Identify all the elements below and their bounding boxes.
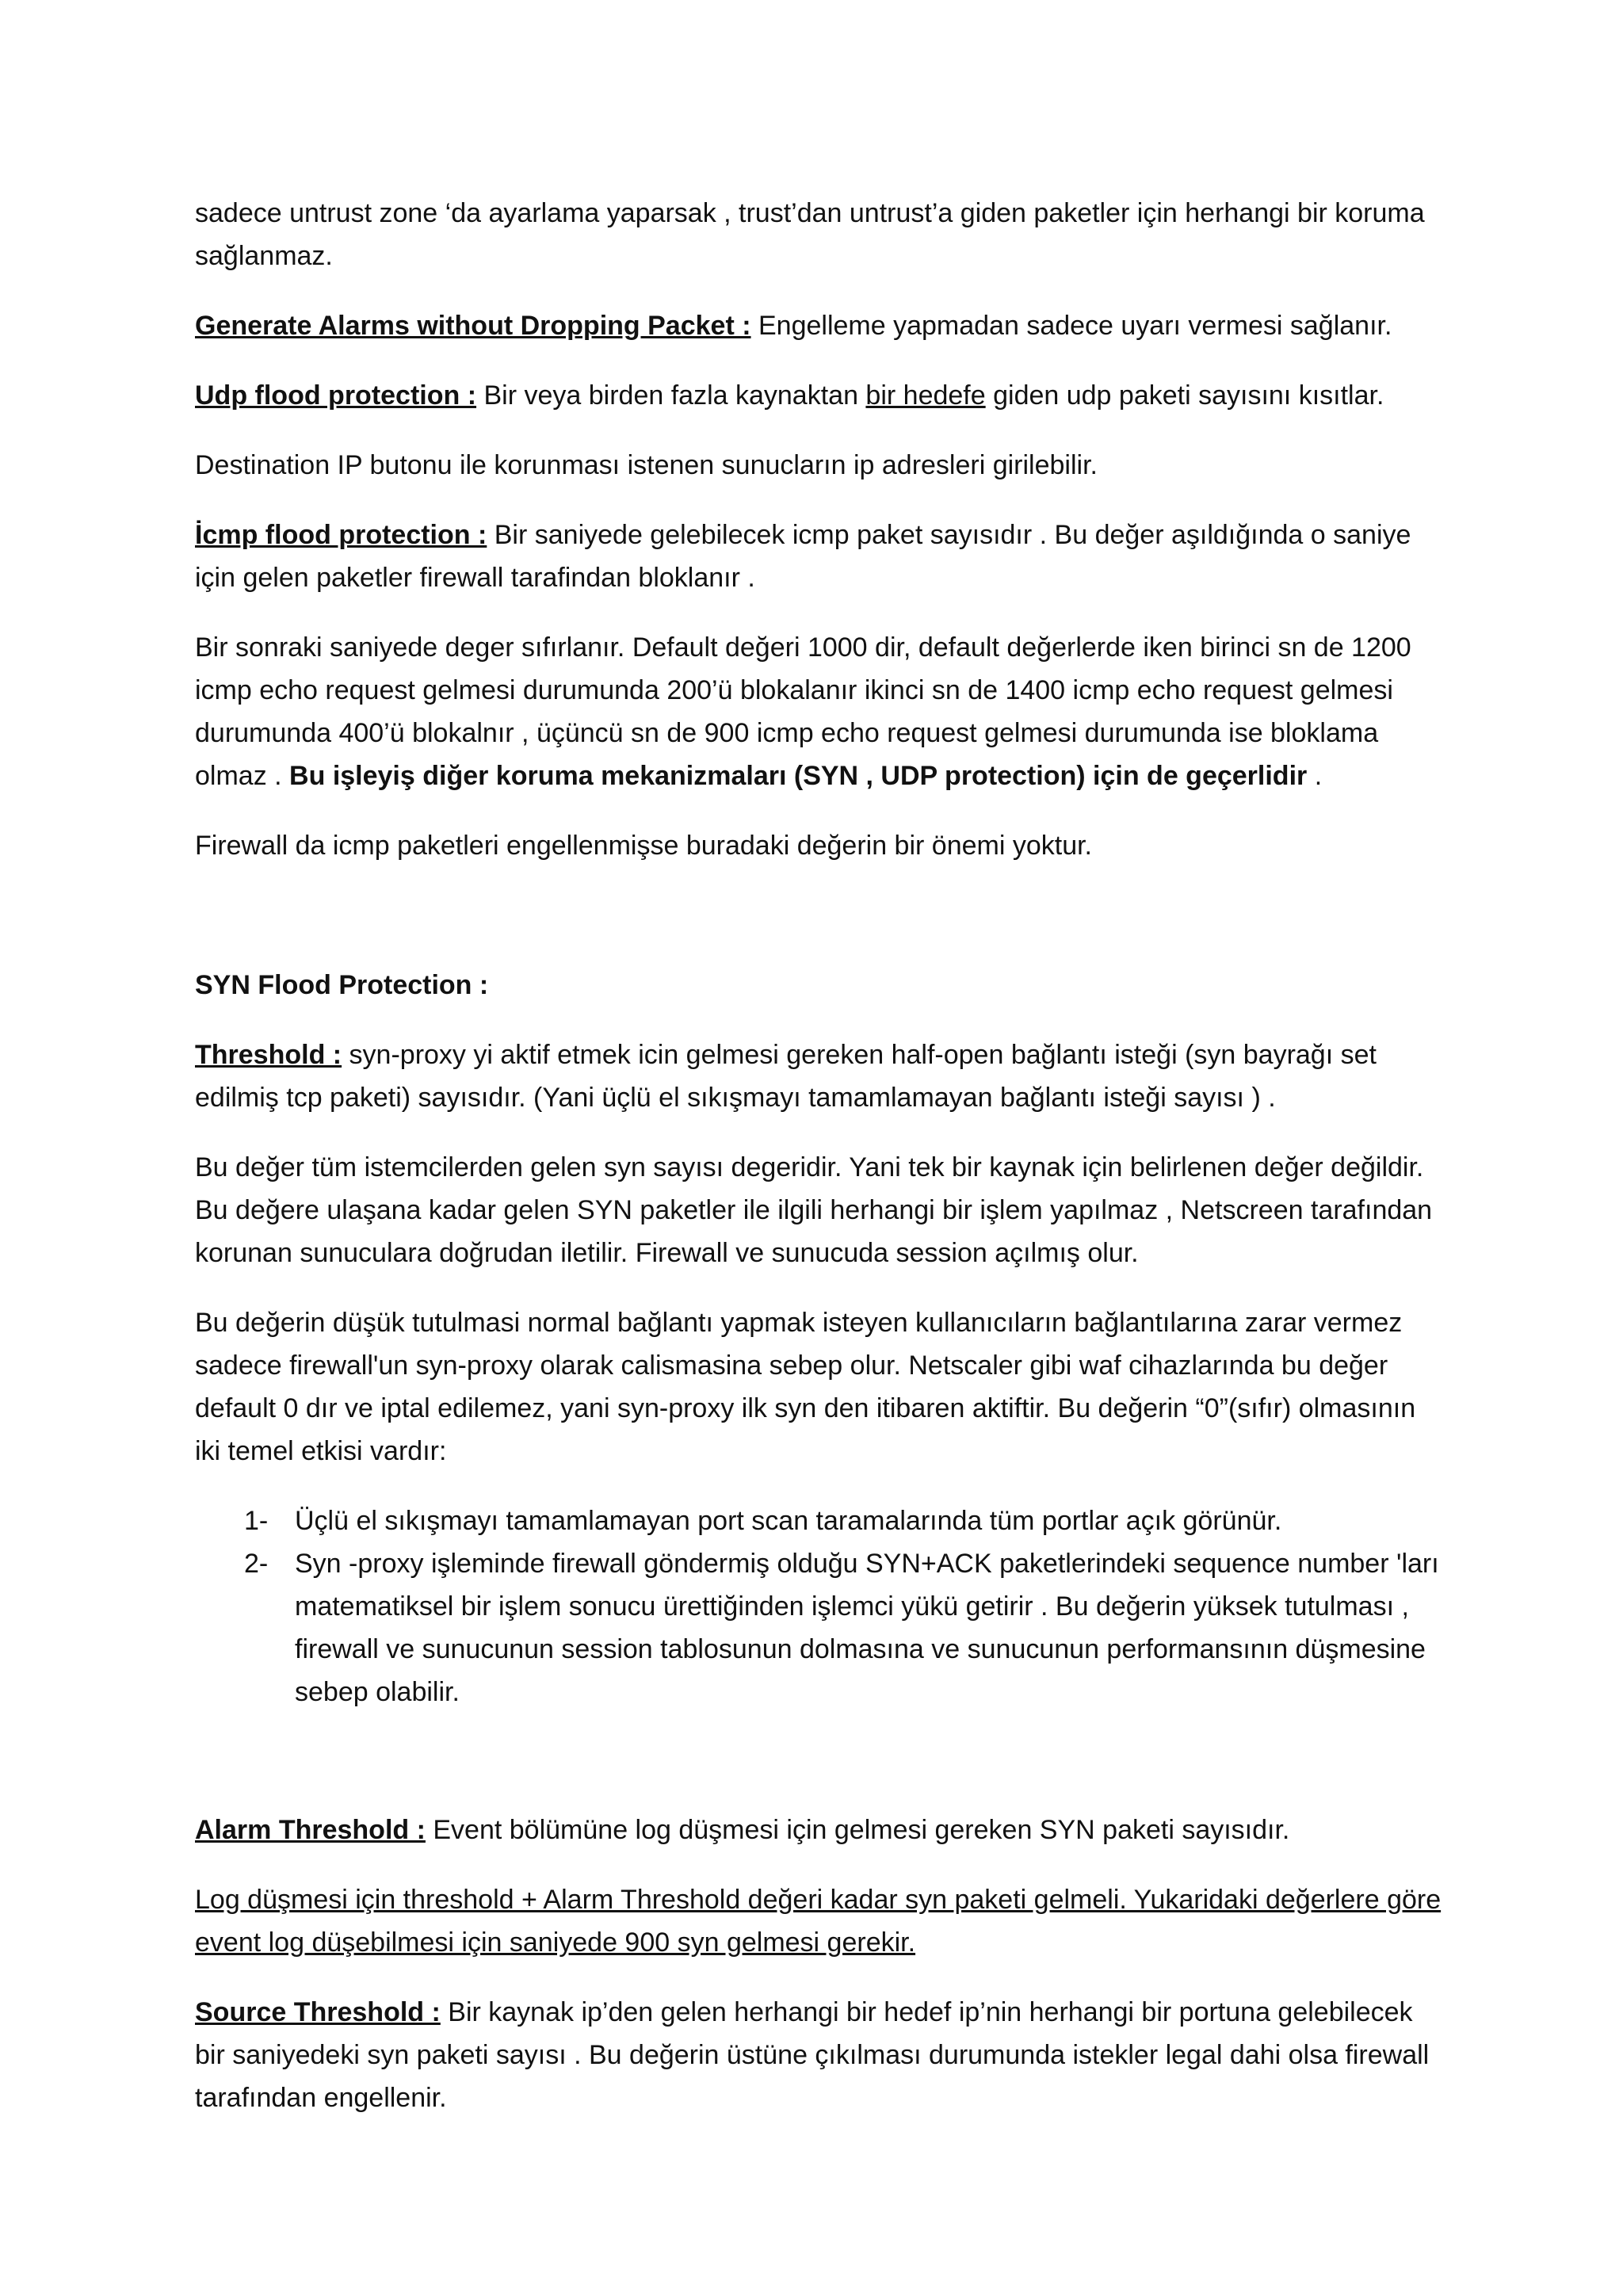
paragraph-text: Bir sonraki saniyede deger sıfırlanır. Default değeri 1000 dir, default değerlerde iken birinci sn de 1200 icmp echo request gelmesi durumunda 200’ü blokalanır ikinci sn de 1400 icmp echo request gelmesi durumunda 400’ü blokalnır , üçüncü sn de 900 icmp echo request gelmesi durumunda ise bloklama olmaz .	[195, 632, 1411, 791]
paragraph-alarm-threshold	[195, 1809, 1447, 1851]
list-number: 2-	[244, 1549, 269, 1579]
blank-line	[195, 894, 1447, 964]
term-icmp-flood: İcmp flood protection :	[195, 520, 487, 550]
paragraph-text: Bu değer tüm istemcilerden gelen syn sayısı degeridir. Yani tek bir kaynak için belirlenen değer değildir. Bu değere ulaşana kadar gelen SYN paketler ile ilgili herhangi bir işlem yapılmaz , Netscreen tarafından korunan sunuculara doğrudan iletilir. Firewall ve sunucuda session açılmış olur.	[195, 1152, 1433, 1268]
paragraph-destination-ip	[195, 444, 1447, 487]
list-item-text: Syn -proxy işleminde firewall göndermiş olduğu SYN+ACK paketlerindeki sequence number 'ları matematiksel bir işlem sonucu ürettiğinden işlemci yükü getirir . Bu değerin yüksek tutulması , firewall ve sunucunun session tablosunun dolmasına ve sunucunun performansının düşmesine sebep olabilir.	[295, 1549, 1439, 1707]
paragraph-text: Engelleme yapmadan sadece uyarı vermesi sağlanır.	[750, 311, 1392, 341]
paragraph-generate-alarms	[195, 304, 1447, 347]
paragraph-icmp-flood	[195, 514, 1447, 599]
paragraph-text: giden udp paketi sayısını kısıtlar.	[985, 380, 1384, 411]
bold-text: Bu işleyiş diğer koruma mekanizmaları (SYN , UDP protection) için de geçerlidir	[289, 761, 1308, 791]
paragraph-low-threshold	[195, 1301, 1447, 1473]
paragraph-text: Bir veya birden fazla kaynaktan	[476, 380, 866, 411]
underlined-text: bir hedefe	[865, 380, 986, 411]
paragraph-text: Bu değerin düşük tutulmasi normal bağlantı yapmak isteyen kullanıcıların bağlantılarına zarar vermez sadece firewall'un syn-proxy olarak calismasina sebep olur. Netscaler gibi waf cihazlarında bu değer default 0 dır ve iptal edilemez, yani syn-proxy ilk syn den itibaren aktiftir. Bu değerin “0”(sıfır) olmasının iki temel etkisi vardır:	[195, 1308, 1416, 1466]
term-alarm-threshold: Alarm Threshold :	[195, 1815, 426, 1845]
list-number: 1-	[244, 1506, 269, 1536]
heading-text: SYN Flood Protection :	[195, 970, 489, 1000]
underlined-text: Log düşmesi için threshold + Alarm Threshold değeri kadar syn paketi gelmeli. Yukaridaki değerlere göre event log düşebilmesi için saniyede 900 syn gelmesi gerekir.	[195, 1885, 1442, 1958]
term-generate-alarms: Generate Alarms without Dropping Packet :	[195, 311, 751, 341]
section-heading-syn-flood	[195, 964, 1447, 1007]
list-item	[195, 1542, 1447, 1713]
paragraph-log-requirement	[195, 1878, 1447, 1964]
paragraph-udp-flood	[195, 374, 1447, 417]
paragraph-text: syn-proxy yi aktif etmek icin gelmesi gereken half-open bağlantı isteği (syn bayrağı set edilmiş tcp paketi) sayısıdır. (Yani üçlü el sıkışmayı tamamlamayan bağlantı isteği sayısı ) .	[195, 1040, 1377, 1113]
paragraph-text: Event bölümüne log düşmesi için gelmesi gereken SYN paketi sayısıdır.	[425, 1815, 1290, 1845]
list-item-text: Üçlü el sıkışmayı tamamlamayan port scan taramalarında tüm portlar açık görünür.	[295, 1506, 1282, 1536]
paragraph-text: sadece untrust zone ‘da ayarlama yaparsak , trust’dan untrust’a giden paketler için herhangi bir koruma sağlanmaz.	[195, 198, 1425, 271]
term-source-threshold: Source Threshold :	[195, 1997, 441, 2027]
paragraph-text: Destination IP butonu ile korunması istenen sunucların ip adresleri girilebilir.	[195, 450, 1098, 480]
effects-list	[195, 1499, 1447, 1713]
paragraph-threshold	[195, 1033, 1447, 1119]
paragraph-text: Bir saniyede gelebilecek icmp paket sayısıdır . Bu değer aşıldığında o saniye için gelen paketler firewall tarafindan bloklanır .	[195, 520, 1411, 593]
term-threshold: Threshold :	[195, 1040, 342, 1070]
paragraph-untrust-zone	[195, 192, 1447, 277]
blank-line	[195, 1740, 1447, 1809]
paragraph-text: Bir kaynak ip’den gelen herhangi bir hedef ip’nin herhangi bir portuna gelebilecek bir saniyedeki syn paketi sayısı . Bu değerin üstüne çıkılması durumunda istekler legal dahi olsa firewall tarafından engellenir.	[195, 1997, 1430, 2113]
list-item	[195, 1499, 1447, 1542]
paragraph-source-threshold	[195, 1991, 1447, 2119]
paragraph-text: .	[1307, 761, 1323, 791]
document-body	[195, 192, 1447, 2146]
paragraph-icmp-example	[195, 626, 1447, 797]
paragraph-syn-count	[195, 1146, 1447, 1274]
term-udp-flood: Udp flood protection :	[195, 380, 477, 411]
paragraph-firewall-icmp	[195, 824, 1447, 867]
paragraph-text: Firewall da icmp paketleri engellenmişse buradaki değerin bir önemi yoktur.	[195, 831, 1092, 861]
